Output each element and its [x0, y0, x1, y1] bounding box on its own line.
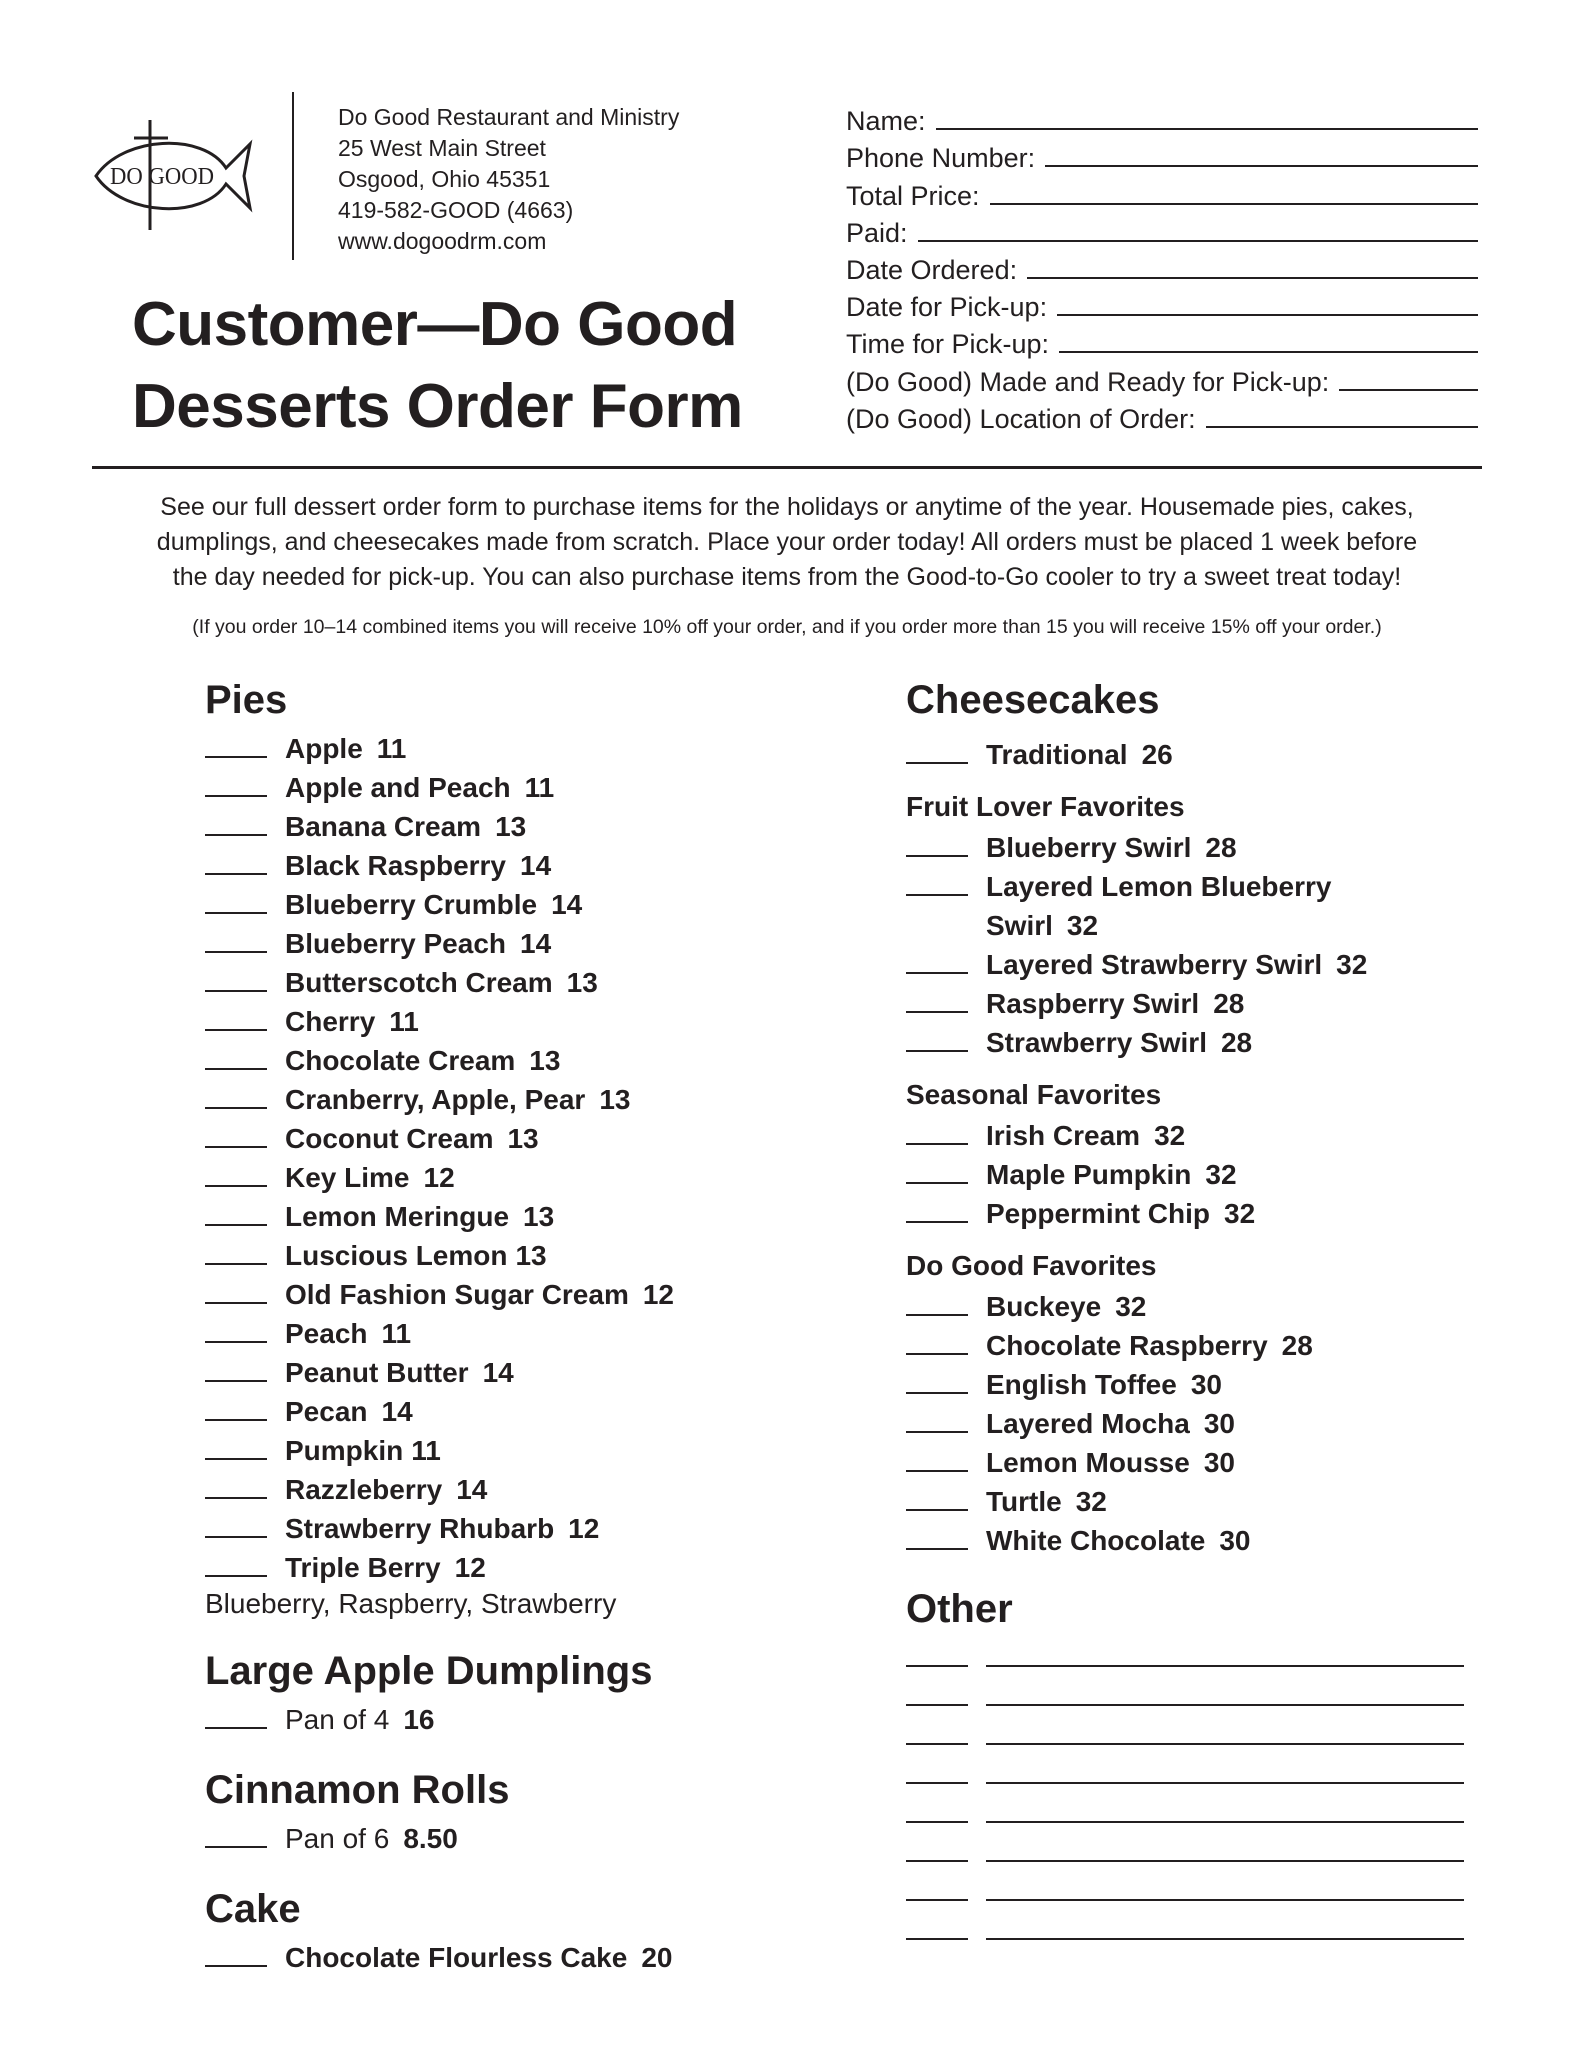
qty-blank[interactable]: [205, 1458, 267, 1460]
qty-blank[interactable]: [205, 795, 267, 797]
list-item: Raspberry Swirl 28: [906, 981, 1466, 1020]
dumplings-item: Pan of 4 16: [205, 1697, 765, 1736]
pies-heading: Pies: [205, 678, 288, 722]
pies-list: [205, 726, 765, 1623]
list-item: Turtle 32: [906, 1479, 1466, 1518]
location-input-line[interactable]: [1206, 426, 1478, 428]
list-item: White Chocolate 30: [906, 1518, 1466, 1557]
cinnamon-rolls-item: Pan of 6 8.50: [205, 1816, 765, 1855]
triple-berry-note: Blueberry, Raspberry, Strawberry: [205, 1588, 617, 1619]
list-item: Layered Strawberry Swirl 32: [906, 942, 1466, 981]
list-item: Peppermint Chip 32: [906, 1191, 1466, 1230]
qty-blank[interactable]: [906, 1221, 968, 1223]
qty-blank[interactable]: [906, 1392, 968, 1394]
qty-blank[interactable]: [205, 1263, 267, 1265]
qty-blank[interactable]: [205, 873, 267, 875]
list-item: Peanut Butter 14: [205, 1350, 765, 1389]
qty-blank[interactable]: [205, 1302, 267, 1304]
list-item: Buckeye 32: [906, 1284, 1466, 1323]
title-line-1: Customer—Do Good: [132, 290, 738, 359]
phone-input-line[interactable]: [1045, 165, 1478, 167]
qty-blank[interactable]: [205, 756, 267, 758]
list-item: Blueberry Crumble 14: [205, 882, 765, 921]
qty-blank[interactable]: [205, 1068, 267, 1070]
org-name: Do Good Restaurant and Ministry: [338, 104, 680, 130]
paid-input-line[interactable]: [918, 240, 1478, 242]
qty-blank[interactable]: [205, 834, 267, 836]
qty-blank[interactable]: [906, 1899, 968, 1901]
cake-heading: Cake: [205, 1887, 301, 1931]
org-phone: 419-582-GOOD (4663): [338, 197, 574, 223]
list-item: Razzleberry 14: [205, 1467, 765, 1506]
list-item: Old Fashion Sugar Cream 12: [205, 1272, 765, 1311]
cheesecakes-heading: Cheesecakes: [906, 678, 1160, 722]
item-blank[interactable]: [986, 1743, 1464, 1745]
qty-blank[interactable]: [205, 1727, 267, 1729]
do-good-fish-logo: [88, 118, 254, 236]
list-item: Cherry 11: [205, 999, 765, 1038]
item-blank[interactable]: [986, 1821, 1464, 1823]
item-blank[interactable]: [986, 1782, 1464, 1784]
intro-text: See our full dessert order form to purchase items for the holidays or anytime of the year. Housemade pies, cakes, dumplings, and cheesecakes made from scratch. Place your order today! All orders must be placed 1 week before the day needed for pick-up. You can also purchase items from the Good-to-Go cooler to try a sweet treat today!: [156, 493, 1418, 591]
list-item: Key Lime 12: [205, 1155, 765, 1194]
qty-blank[interactable]: [205, 1575, 267, 1577]
list-item: Butterscotch Cream 13: [205, 960, 765, 999]
right-column: [906, 674, 1466, 1947]
logo-text: DO GOOD: [110, 164, 214, 190]
discount-note: (If you order 10–14 combined items you will receive 10% off your order, and if you order more than 15 you will receive 15% off your order.): [192, 616, 1382, 638]
other-entry-row: [906, 1830, 1466, 1869]
title-line-2: Desserts Order Form: [132, 372, 743, 441]
qty-blank[interactable]: [906, 1431, 968, 1433]
qty-blank[interactable]: [906, 1743, 968, 1745]
ready-input-line[interactable]: [1339, 389, 1478, 391]
other-heading: Other: [906, 1587, 1013, 1631]
qty-blank[interactable]: [205, 1224, 267, 1226]
org-website: www.dogoodrm.com: [338, 228, 547, 254]
list-item: Lemon Mousse 30: [906, 1440, 1466, 1479]
fruit-favorites-heading: Fruit Lover Favorites: [906, 791, 1185, 822]
list-item: Banana Cream 13: [205, 804, 765, 843]
date-ordered-input-line[interactable]: [1027, 277, 1478, 279]
other-entry-row: [906, 1674, 1466, 1713]
item-blank[interactable]: [986, 1899, 1464, 1901]
other-entry-row: [906, 1869, 1466, 1908]
qty-blank[interactable]: [906, 972, 968, 974]
other-entry-row: [906, 1908, 1466, 1947]
qty-blank[interactable]: [906, 1143, 968, 1145]
qty-blank[interactable]: [906, 762, 968, 764]
qty-blank[interactable]: [906, 1470, 968, 1472]
list-item: Chocolate Raspberry 28: [906, 1323, 1466, 1362]
list-item: Peach 11: [205, 1311, 765, 1350]
do-good-favorites-heading: Do Good Favorites: [906, 1250, 1157, 1281]
item-blank[interactable]: [986, 1860, 1464, 1862]
item-blank[interactable]: [986, 1938, 1464, 1940]
list-item: Apple and Peach 11: [205, 765, 765, 804]
qty-blank[interactable]: [906, 1704, 968, 1706]
qty-blank[interactable]: [906, 1548, 968, 1550]
org-city: Osgood, Ohio 45351: [338, 166, 551, 192]
address-block: [338, 102, 679, 257]
phone-field: Phone Number:: [846, 137, 1478, 174]
qty-blank[interactable]: [205, 1536, 267, 1538]
dumplings-heading: Large Apple Dumplings: [205, 1649, 653, 1693]
ready-field: (Do Good) Made and Ready for Pick-up:: [846, 360, 1478, 397]
date-ordered-field: Date Ordered:: [846, 249, 1478, 286]
qty-blank[interactable]: [205, 1146, 267, 1148]
seasonal-favorites-heading: Seasonal Favorites: [906, 1079, 1162, 1110]
list-item: Lemon Meringue 13: [205, 1194, 765, 1233]
qty-blank[interactable]: [205, 1107, 267, 1109]
qty-blank[interactable]: [205, 990, 267, 992]
other-entry-row: [906, 1752, 1466, 1791]
list-item: Blueberry Swirl 28: [906, 825, 1466, 864]
list-item: Layered Lemon Blueberry: [906, 864, 1466, 903]
qty-blank[interactable]: [906, 894, 968, 896]
header-rule: [92, 466, 1482, 469]
qty-blank[interactable]: [205, 912, 267, 914]
list-item: Strawberry Swirl 28: [906, 1020, 1466, 1059]
list-item: English Toffee 30: [906, 1362, 1466, 1401]
list-item: Irish Cream 32: [906, 1113, 1466, 1152]
list-item: Apple 11: [205, 726, 765, 765]
other-entry-row: [906, 1791, 1466, 1830]
list-item: Black Raspberry 14: [205, 843, 765, 882]
header-divider: [292, 92, 294, 260]
qty-blank[interactable]: [205, 1029, 267, 1031]
org-street: 25 West Main Street: [338, 135, 546, 161]
list-item: Coconut Cream 13: [205, 1116, 765, 1155]
pickup-date-input-line[interactable]: [1057, 314, 1478, 316]
qty-blank[interactable]: [205, 1185, 267, 1187]
list-item: Luscious Lemon 13: [205, 1233, 765, 1272]
list-item: Maple Pumpkin 32: [906, 1152, 1466, 1191]
qty-blank[interactable]: [906, 1011, 968, 1013]
qty-blank[interactable]: [205, 1965, 267, 1967]
list-item: Pumpkin 11: [205, 1428, 765, 1467]
item-blank[interactable]: [986, 1704, 1464, 1706]
list-item: Cranberry, Apple, Pear 13: [205, 1077, 765, 1116]
qty-blank[interactable]: [906, 1860, 968, 1862]
qty-blank[interactable]: [906, 1821, 968, 1823]
qty-blank[interactable]: [906, 1353, 968, 1355]
qty-blank[interactable]: [906, 1665, 968, 1667]
qty-blank[interactable]: [205, 1846, 267, 1848]
page-title: [132, 284, 743, 448]
list-item: Traditional 26: [906, 732, 1466, 771]
list-item: Pecan 14: [205, 1389, 765, 1428]
total-price-input-line[interactable]: [990, 203, 1478, 205]
list-item: Chocolate Cream 13: [205, 1038, 765, 1077]
qty-blank[interactable]: [205, 1380, 267, 1382]
qty-blank[interactable]: [205, 951, 267, 953]
item-blank[interactable]: [986, 1665, 1464, 1667]
list-item: Blueberry Peach 14: [205, 921, 765, 960]
qty-blank[interactable]: [906, 1182, 968, 1184]
qty-blank[interactable]: [906, 1782, 968, 1784]
qty-blank[interactable]: [906, 855, 968, 857]
qty-blank[interactable]: [906, 1050, 968, 1052]
location-field: (Do Good) Location of Order:: [846, 398, 1478, 435]
paid-field: Paid:: [846, 212, 1478, 249]
cake-item: Chocolate Flourless Cake 20: [205, 1935, 765, 1974]
qty-blank[interactable]: [906, 1509, 968, 1511]
qty-blank[interactable]: [205, 1419, 267, 1421]
name-field: Name:: [846, 100, 1478, 137]
other-entry-row: [906, 1635, 1466, 1674]
qty-blank[interactable]: [205, 1497, 267, 1499]
pickup-date-field: Date for Pick-up:: [846, 286, 1478, 323]
list-item: Layered Mocha 30: [906, 1401, 1466, 1440]
name-input-line[interactable]: [936, 128, 1478, 130]
other-entry-row: [906, 1713, 1466, 1752]
list-item-continued: Swirl 32: [986, 910, 1099, 941]
list-item: Strawberry Rhubarb 12: [205, 1506, 765, 1545]
qty-blank[interactable]: [906, 1314, 968, 1316]
customer-fields: [846, 100, 1478, 435]
list-item: Triple Berry 12: [205, 1545, 765, 1584]
pickup-time-field: Time for Pick-up:: [846, 323, 1478, 360]
cinnamon-rolls-heading: Cinnamon Rolls: [205, 1768, 510, 1812]
left-column: [205, 674, 765, 1974]
pickup-time-input-line[interactable]: [1059, 351, 1478, 353]
qty-blank[interactable]: [205, 1341, 267, 1343]
total-price-field: Total Price:: [846, 174, 1478, 211]
qty-blank[interactable]: [906, 1938, 968, 1940]
